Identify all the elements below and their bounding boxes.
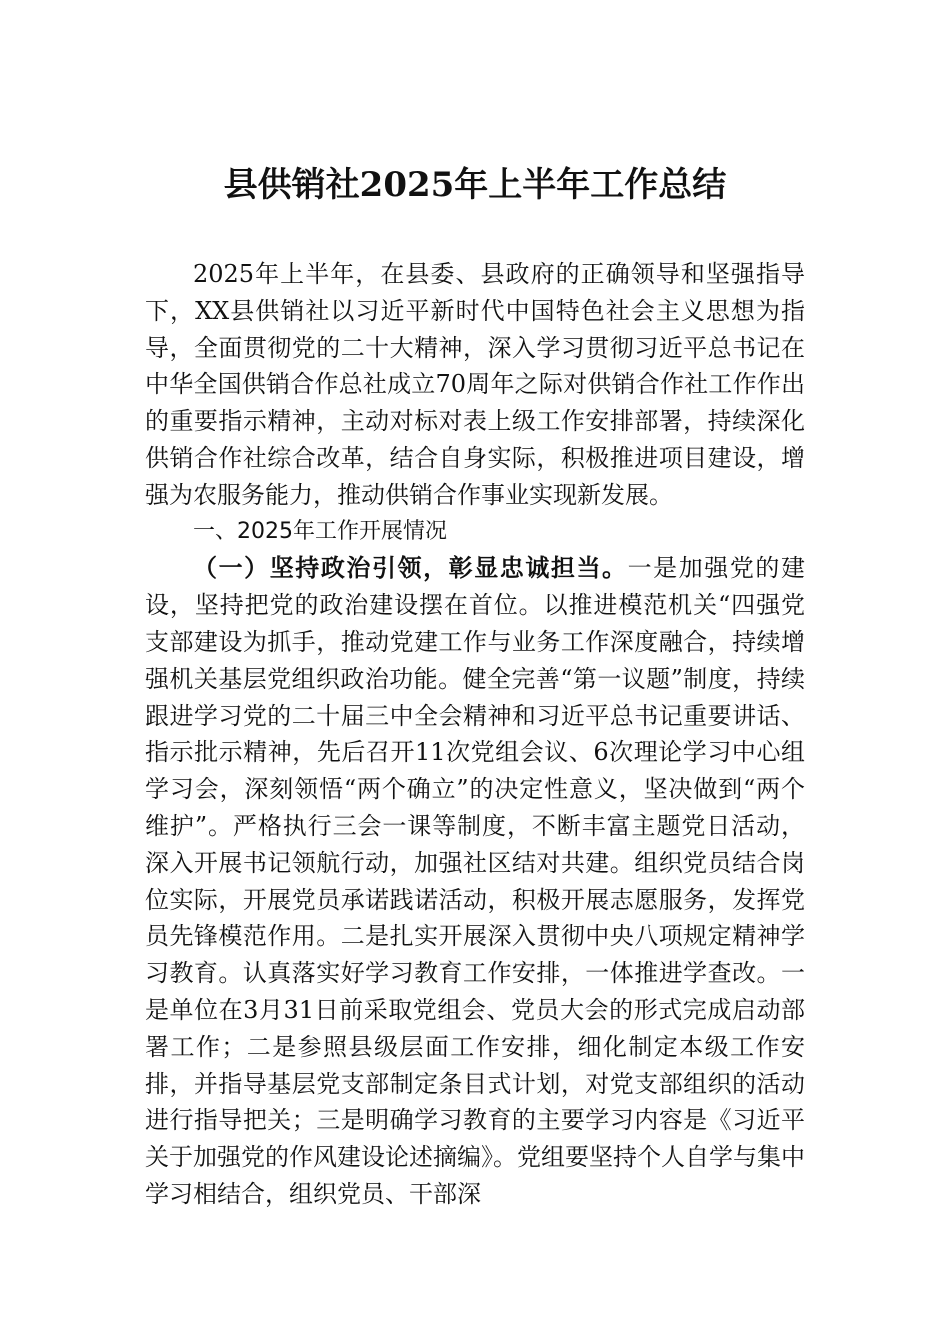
subsection-lead: （一）坚持政治引领，彰显忠诚担当。 bbox=[193, 554, 628, 583]
document-body bbox=[145, 256, 805, 1213]
intro-paragraph: 2025年上半年，在县委、县政府的正确领导和坚强指导下，XX县供销社以习近平新时代中国特色社会主义思想为指导，全面贯彻党的二十大精神，深入学习贯彻习近平总书记在中华全国供销合作总社成立70周年之际对供销合作社工作作出的重要指示精神，主动对标对表上级工作安排部署，持续深化供销合作社综合改革，结合自身实际，积极推进项目建设，增强为农服务能力，推动供销合作事业实现新发展。 bbox=[145, 260, 805, 509]
subsection-text: 一是加强党的建设，坚持把党的政治建设摆在首位。以推进模范机关“四强党支部建设为抓手，推动党建工作与业务工作深度融合，持续增强机关基层党组织政治功能。健全完善“第一议题”制度，持续跟进学习党的二十届三中全会精神和习近平总书记重要讲话、指示批示精神，先后召开11次党组会议、6次理论学习中心组学习会，深刻领悟“两个确立”的决定性意义，坚决做到“两个维护”。严格执行三会一课等制度，不断丰富主题党日活动，深入开展书记领航行动，加强社区结对共建。组织党员结合岗位实际，开展党员承诺践诺活动，积极开展志愿服务，发挥党员先锋模范作用。二是扎实开展深入贯彻中央八项规定精神学习教育。认真落实好学习教育工作安排，一体推进学查改。一是单位在3月31日前采取党组会、党员大会的形式完成启动部署工作；二是参照县级层面工作安排，细化制定本级工作安排，并指导基层党支部制定条目式计划，对党支部组织的活动进行指导把关；三是明确学习教育的主要学习内容是《习近平关于加强党的作风建设论述摘编》。党组要坚持个人自学与集中学习相结合，组织党员、干部深 bbox=[145, 554, 806, 1208]
document-title: 县供销社2025年上半年工作总结 bbox=[223, 165, 727, 205]
subsection-paragraph bbox=[145, 550, 805, 1212]
section-heading: 一、2025年工作开展情况 bbox=[193, 518, 447, 544]
